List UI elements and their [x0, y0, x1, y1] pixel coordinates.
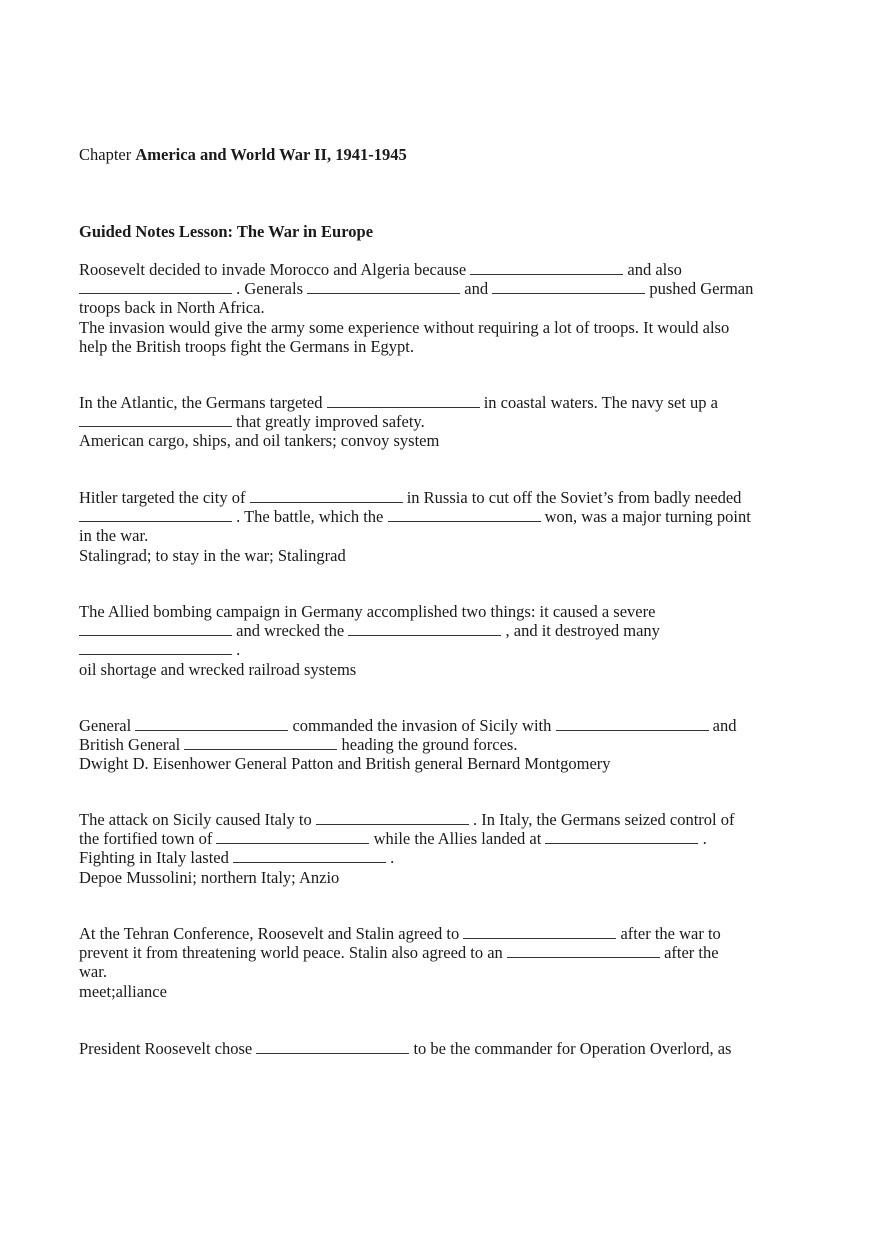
text-segment: and wrecked the [232, 621, 349, 641]
text-segment: British General [79, 735, 185, 755]
text-segment: . [698, 829, 707, 849]
text-segment: Depoe Mussolini; northern Italy; Anzio [79, 867, 340, 887]
text-segment: Hitler targeted the city of [79, 488, 250, 507]
answer-blank[interactable] [463, 925, 616, 939]
answer-blank[interactable] [348, 622, 501, 636]
text-line [79, 982, 779, 1001]
notes-section [79, 260, 779, 356]
text-segment: Dwight D. Eisenhower General Patton and British general Bernard Montgomery [79, 754, 611, 774]
text-line [79, 431, 779, 450]
text-line [79, 848, 779, 867]
text-line [79, 507, 779, 526]
text-line [79, 868, 779, 887]
text-line [79, 754, 779, 773]
text-segment: in the war. [79, 526, 149, 546]
text-line [79, 260, 779, 279]
text-segment: . [386, 848, 395, 868]
text-line [79, 829, 779, 848]
text-line [79, 924, 779, 943]
answer-blank[interactable] [492, 280, 645, 294]
text-segment: help the British troops fight the Germans in Egypt. [79, 336, 414, 356]
answer-blank[interactable] [307, 280, 460, 294]
text-line [79, 621, 779, 640]
answer-blank[interactable] [79, 413, 232, 427]
answer-blank[interactable] [545, 830, 698, 844]
text-line [79, 943, 779, 962]
chapter-heading [79, 145, 407, 164]
answer-blank[interactable] [327, 394, 480, 408]
text-line [79, 716, 779, 735]
answer-blank[interactable] [388, 508, 541, 522]
text-segment: in Russia to cut off the Soviet’s from badly needed [402, 488, 742, 507]
text-segment: Stalingrad; to stay in the war; Stalingrad [79, 545, 346, 565]
answer-blank[interactable] [184, 736, 337, 750]
text-segment: , and it destroyed many [501, 621, 660, 641]
notes-section [79, 602, 779, 679]
text-segment: in coastal waters. The navy set up a [479, 393, 718, 412]
text-segment: The attack on Sicily caused Italy to [79, 810, 316, 829]
text-line [79, 318, 779, 337]
chapter-prefix: Chapter [79, 145, 132, 164]
text-line [79, 962, 779, 981]
answer-blank[interactable] [316, 811, 469, 825]
text-segment: . [232, 640, 241, 660]
notes-section [79, 810, 779, 887]
answer-blank[interactable] [233, 849, 386, 863]
text-segment: . Generals [232, 279, 308, 299]
chapter-title: America and World War II, 1941-1945 [135, 145, 407, 164]
text-segment: In the Atlantic, the Germans targeted [79, 393, 327, 412]
text-segment: that greatly improved safety. [232, 412, 425, 432]
text-segment: and [460, 279, 493, 299]
notes-section [79, 1039, 779, 1058]
answer-blank[interactable] [470, 261, 623, 275]
answer-blank[interactable] [79, 508, 232, 522]
notes-section [79, 488, 779, 565]
text-segment: American cargo, ships, and oil tankers; convoy system [79, 431, 440, 451]
text-segment: pushed German [645, 279, 754, 299]
text-segment: The Allied bombing campaign in Germany accomplished two things: it caused a severe [79, 602, 656, 621]
text-line [79, 526, 779, 545]
notes-section [79, 393, 779, 451]
text-segment: prevent it from threatening world peace. Stalin also agreed to an [79, 943, 507, 963]
text-line [79, 546, 779, 565]
answer-blank[interactable] [79, 641, 232, 655]
text-segment: oil shortage and wrecked railroad systems [79, 659, 357, 679]
answer-blank[interactable] [256, 1040, 409, 1054]
text-segment: troops back in North Africa. [79, 298, 265, 318]
text-line [79, 488, 779, 507]
answer-blank[interactable] [79, 280, 232, 294]
text-segment: after the war to [616, 924, 721, 943]
text-segment: Fighting in Italy lasted [79, 848, 233, 868]
text-line [79, 298, 779, 317]
text-line [79, 1039, 779, 1058]
text-segment: At the Tehran Conference, Roosevelt and Stalin agreed to [79, 924, 464, 943]
text-segment: General [79, 716, 136, 735]
text-segment: heading the ground forces. [337, 735, 518, 755]
text-segment: commanded the invasion of Sicily with [288, 716, 556, 735]
text-line [79, 412, 779, 431]
text-line [79, 337, 779, 356]
notes-section [79, 716, 779, 774]
text-segment: won, was a major turning point [540, 507, 751, 527]
text-line [79, 393, 779, 412]
text-segment: . In Italy, the Germans seized control of [468, 810, 735, 829]
answer-blank[interactable] [79, 622, 232, 636]
text-segment: . The battle, which the [232, 507, 388, 527]
text-segment: after the [659, 943, 719, 963]
text-line [79, 660, 779, 679]
text-segment: President Roosevelt chose [79, 1039, 257, 1058]
answer-blank[interactable] [135, 717, 288, 731]
text-line [79, 810, 779, 829]
text-segment: to be the commander for Operation Overlord, as [409, 1039, 732, 1058]
answer-blank[interactable] [556, 717, 709, 731]
text-segment: meet;alliance [79, 981, 167, 1001]
text-segment: the fortified town of [79, 829, 217, 849]
text-segment: The invasion would give the army some experience without requiring a lot of troops. It would also [79, 317, 730, 337]
text-segment: and also [623, 260, 682, 279]
notes-section [79, 924, 779, 1001]
lesson-title: Guided Notes Lesson: The War in Europe [79, 222, 374, 241]
text-line [79, 640, 779, 659]
answer-blank[interactable] [250, 489, 403, 503]
answer-blank[interactable] [507, 944, 660, 958]
text-segment: war. [79, 962, 107, 982]
text-line [79, 735, 779, 754]
text-segment: and [708, 716, 737, 735]
text-line [79, 279, 779, 298]
text-segment: while the Allies landed at [369, 829, 546, 849]
text-segment: Roosevelt decided to invade Morocco and Algeria because [79, 260, 471, 279]
text-line [79, 602, 779, 621]
answer-blank[interactable] [216, 830, 369, 844]
